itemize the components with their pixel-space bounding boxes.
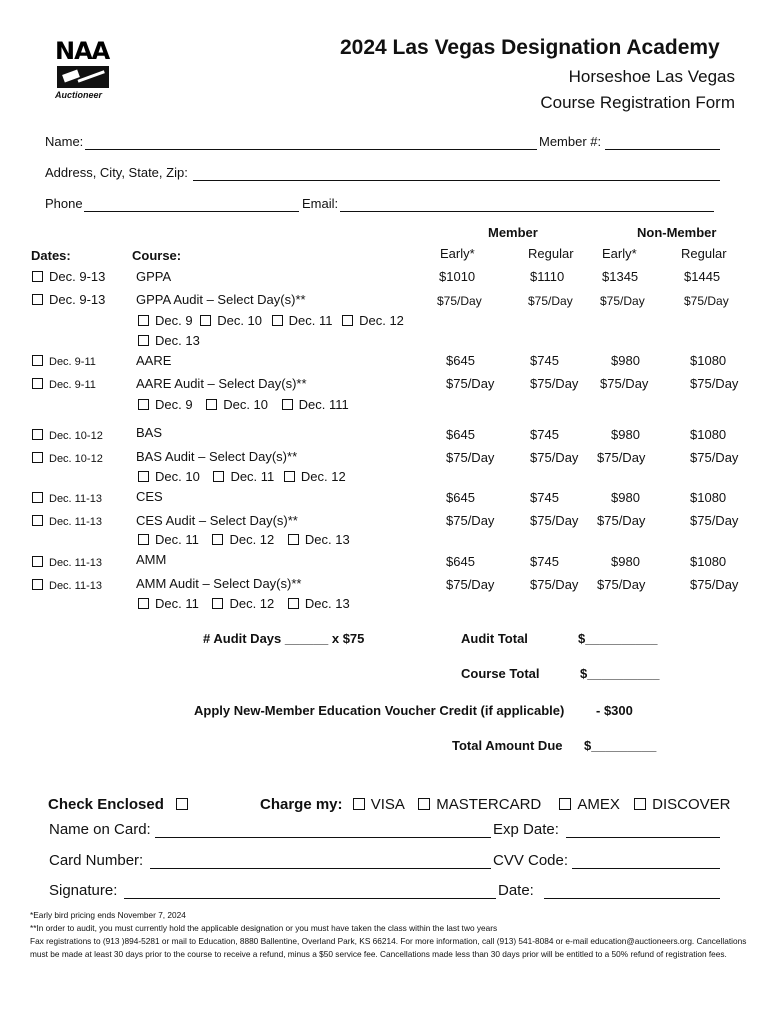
member-regular-header: Regular — [528, 246, 574, 261]
course-name: BAS — [136, 425, 163, 440]
course-total-field[interactable]: $__________ — [580, 666, 660, 681]
checkbox[interactable] — [32, 429, 43, 440]
day-label: Dec. 12 — [229, 596, 275, 611]
visa-checkbox[interactable] — [353, 798, 365, 810]
checkbox[interactable] — [138, 534, 149, 545]
naa-logo — [55, 38, 111, 104]
nonmember-regular-header: Regular — [681, 246, 727, 261]
date-text: Dec. 11-13 — [49, 516, 102, 528]
price-member-regular: $1110 — [530, 269, 565, 284]
exp-date-label: Exp Date: — [493, 821, 559, 838]
checkbox[interactable] — [32, 492, 43, 503]
member-header: Member — [488, 225, 538, 240]
checkbox[interactable] — [138, 471, 149, 482]
course-row-date — [32, 577, 102, 592]
price-nonmember-regular: $1080 — [690, 490, 727, 505]
day-label: Dec. 12 — [359, 313, 404, 328]
price-member-early: $75/Day — [446, 450, 495, 465]
exp-date-field[interactable] — [566, 837, 720, 838]
price-nonmember-regular: $75/Day — [690, 376, 739, 391]
checkbox[interactable] — [32, 294, 43, 305]
logo-text-top: NAA — [55, 37, 110, 65]
day-label: Dec. 13 — [304, 596, 350, 611]
date-text: Dec. 10-12 — [49, 453, 103, 465]
date-field[interactable] — [544, 898, 720, 899]
date-text: Dec. 11-13 — [49, 580, 102, 592]
date-text: Dec. 11-13 — [49, 493, 102, 505]
audit-day-options — [138, 397, 349, 412]
price-nonmember-early: $75/Day — [597, 513, 646, 528]
checkbox[interactable] — [284, 471, 295, 482]
checkbox[interactable] — [138, 335, 149, 346]
footnote-fax-cancellation: Fax registrations to (913 )894-5281 or mail to Education, 8880 Ballentine, Overland Park, KS 66214. For more information, call (913) 541-8084 or e-mail education@auctioneers.org. Cancellations must be made at least 30 days prior to the course to receive a refund, minus a $50 service fee. Cancellations made less than 30 days prior will be entitled to a 50% refund of registration fees. — [30, 936, 747, 959]
audit-day-options — [138, 313, 404, 328]
cvv-label: CVV Code: — [493, 852, 569, 869]
day-label: Dec. 9 — [155, 313, 193, 328]
course-name: GPPA Audit – Select Day(s)** — [136, 292, 306, 307]
member-number-label: Member #: — [539, 134, 602, 149]
day-label: Dec. 13 — [304, 532, 350, 547]
checkbox[interactable] — [32, 271, 43, 282]
price-member-early: $75/Day — [437, 294, 482, 308]
name-on-card-label: Name on Card: — [49, 821, 151, 838]
price-nonmember-early: $75/Day — [597, 577, 646, 592]
phone-label: Phone — [45, 196, 83, 211]
price-nonmember-early: $980 — [611, 490, 640, 505]
checkbox[interactable] — [138, 315, 149, 326]
card-number-label: Card Number: — [49, 852, 144, 869]
visa-label: VISA — [370, 796, 405, 813]
day-label: Dec. 11 — [288, 313, 333, 328]
price-nonmember-regular: $1445 — [684, 269, 721, 284]
price-member-early: $645 — [446, 427, 475, 442]
check-enclosed-label: Check Enclosed — [48, 796, 164, 813]
price-nonmember-regular: $1080 — [690, 353, 727, 368]
charge-my-label: Charge my: — [260, 796, 343, 813]
course-name: AMM Audit – Select Day(s)** — [136, 576, 302, 591]
price-nonmember-regular: $75/Day — [690, 450, 739, 465]
course-name: BAS Audit – Select Day(s)** — [136, 449, 298, 464]
name-field[interactable] — [85, 149, 537, 150]
day-label: Dec. 13 — [155, 333, 200, 348]
price-member-regular: $745 — [530, 353, 559, 368]
charge-options — [260, 796, 730, 813]
price-nonmember-early: $980 — [611, 554, 640, 569]
audit-day-options — [138, 532, 350, 547]
date-text: Dec. 10-12 — [49, 430, 103, 442]
venue: Horseshoe Las Vegas — [568, 67, 735, 86]
course-row-date — [32, 292, 105, 307]
course-row-date — [32, 554, 102, 569]
course-header: Course: — [132, 248, 182, 263]
audit-day-options — [138, 333, 200, 348]
price-member-regular: $75/Day — [528, 294, 573, 308]
voucher-value: - $300 — [596, 703, 633, 718]
price-member-early: $645 — [446, 490, 475, 505]
checkbox[interactable] — [32, 556, 43, 567]
day-label: Dec. 11 — [155, 596, 199, 611]
day-label: Dec. 12 — [229, 532, 275, 547]
course-name: AARE Audit – Select Day(s)** — [136, 376, 307, 391]
price-nonmember-early: $1345 — [602, 269, 639, 284]
price-nonmember-regular: $75/Day — [684, 294, 729, 308]
price-nonmember-regular: $75/Day — [690, 577, 739, 592]
price-member-regular: $745 — [530, 490, 559, 505]
course-row-date — [32, 450, 103, 465]
course-row-date — [32, 513, 102, 528]
checkbox[interactable] — [342, 315, 353, 326]
price-member-early: $645 — [446, 554, 475, 569]
course-row-date — [32, 269, 105, 284]
date-text: Dec. 11-13 — [49, 557, 102, 569]
checkbox[interactable] — [32, 579, 43, 590]
course-name: GPPA — [136, 269, 172, 284]
day-label: Dec. 10 — [223, 397, 269, 412]
price-nonmember-regular: $75/Day — [690, 513, 739, 528]
day-label: Dec. 12 — [300, 469, 346, 484]
address-field[interactable] — [193, 180, 720, 181]
amex-label: AMEX — [577, 796, 620, 813]
checkbox[interactable] — [212, 598, 223, 609]
price-member-early: $75/Day — [446, 513, 495, 528]
price-member-regular: $75/Day — [530, 577, 579, 592]
name-label: Name: — [45, 134, 84, 149]
course-total-label: Course Total — [461, 666, 540, 681]
check-enclosed-checkbox[interactable] — [176, 798, 188, 810]
checkbox[interactable] — [213, 471, 224, 482]
price-member-regular: $75/Day — [530, 450, 579, 465]
audit-day-options — [138, 469, 346, 484]
phone-field[interactable] — [84, 211, 299, 212]
price-nonmember-regular: $1080 — [690, 554, 727, 569]
total-due-field[interactable]: $_________ — [584, 738, 657, 753]
audit-day-options — [138, 596, 350, 611]
dates-header: Dates: — [31, 248, 71, 263]
logo-text-bottom: Auctioneer — [55, 90, 103, 100]
price-member-regular: $745 — [530, 554, 559, 569]
course-name: CES Audit – Select Day(s)** — [136, 513, 298, 528]
day-label: Dec. 111 — [298, 397, 349, 412]
price-nonmember-early: $75/Day — [600, 294, 645, 308]
price-member-early: $75/Day — [446, 577, 495, 592]
date-label: Date: — [498, 882, 534, 899]
card-number-field[interactable] — [150, 868, 491, 869]
checkbox[interactable] — [282, 399, 293, 410]
audit-total-label: Audit Total — [461, 631, 528, 646]
price-member-regular: $75/Day — [530, 376, 579, 391]
name-on-card-field[interactable] — [155, 837, 491, 838]
date-text: Dec. 9-11 — [49, 356, 96, 368]
email-label: Email: — [302, 196, 339, 211]
checkbox[interactable] — [32, 378, 43, 389]
price-nonmember-early: $75/Day — [600, 376, 649, 391]
day-label: Dec. 11 — [155, 532, 199, 547]
audit-total-field[interactable]: $__________ — [578, 631, 658, 646]
course-row-date — [32, 376, 96, 391]
non-member-header: Non-Member — [637, 225, 717, 240]
page-title: 2024 Las Vegas Designation Academy — [340, 36, 720, 59]
address-label: Address, City, State, Zip: — [45, 165, 188, 180]
course-row-date — [32, 353, 96, 368]
checkbox[interactable] — [212, 534, 223, 545]
price-nonmember-early: $75/Day — [597, 450, 646, 465]
checkbox[interactable] — [138, 598, 149, 609]
amex-checkbox[interactable] — [559, 798, 571, 810]
day-label: Dec. 9 — [155, 397, 193, 412]
footnote-audit: **In order to audit, you must currently hold the applicable designation or you must have taken the class within the last two years — [30, 923, 498, 933]
price-nonmember-early: $980 — [611, 353, 640, 368]
member-early-header: Early* — [440, 246, 475, 261]
price-member-regular: $745 — [530, 427, 559, 442]
day-label: Dec. 11 — [230, 469, 275, 484]
voucher-label: Apply New-Member Education Voucher Credit (if applicable) — [194, 703, 565, 718]
signature-field[interactable] — [124, 898, 496, 899]
discover-checkbox[interactable] — [634, 798, 646, 810]
course-name: AMM — [136, 552, 167, 567]
course-name: AARE — [136, 353, 172, 368]
checkbox[interactable] — [138, 399, 149, 410]
price-nonmember-regular: $1080 — [690, 427, 727, 442]
checkbox[interactable] — [32, 515, 43, 526]
footnote-early-bird: *Early bird pricing ends November 7, 2024 — [30, 910, 186, 920]
mastercard-label: MASTERCARD — [436, 796, 542, 813]
price-member-early: $1010 — [439, 269, 476, 284]
signature-label: Signature: — [49, 882, 118, 899]
member-number-field[interactable] — [605, 149, 720, 150]
date-text: Dec. 9-13 — [49, 292, 106, 307]
check-enclosed — [48, 796, 194, 813]
cvv-field[interactable] — [572, 868, 720, 869]
price-member-regular: $75/Day — [530, 513, 579, 528]
course-row-date — [32, 427, 103, 442]
form-name: Course Registration Form — [540, 93, 735, 112]
mastercard-checkbox[interactable] — [418, 798, 430, 810]
checkbox[interactable] — [288, 598, 299, 609]
price-member-early: $75/Day — [446, 376, 495, 391]
checkbox[interactable] — [272, 315, 283, 326]
total-due-label: Total Amount Due — [452, 738, 563, 753]
checkbox[interactable] — [288, 534, 299, 545]
checkbox[interactable] — [206, 399, 217, 410]
nonmember-early-header: Early* — [602, 246, 637, 261]
day-label: Dec. 10 — [217, 313, 263, 328]
course-name: CES — [136, 489, 163, 504]
course-row-date — [32, 490, 102, 505]
checkbox[interactable] — [200, 315, 211, 326]
day-label: Dec. 10 — [155, 469, 200, 484]
price-member-early: $645 — [446, 353, 475, 368]
date-text: Dec. 9-11 — [49, 379, 96, 391]
price-nonmember-early: $980 — [611, 427, 640, 442]
discover-label: DISCOVER — [652, 796, 731, 813]
audit-days-field[interactable]: # Audit Days ______ x $75 — [203, 631, 365, 646]
checkbox[interactable] — [32, 452, 43, 463]
email-field[interactable] — [340, 211, 714, 212]
checkbox[interactable] — [32, 355, 43, 366]
date-text: Dec. 9-13 — [49, 269, 106, 284]
